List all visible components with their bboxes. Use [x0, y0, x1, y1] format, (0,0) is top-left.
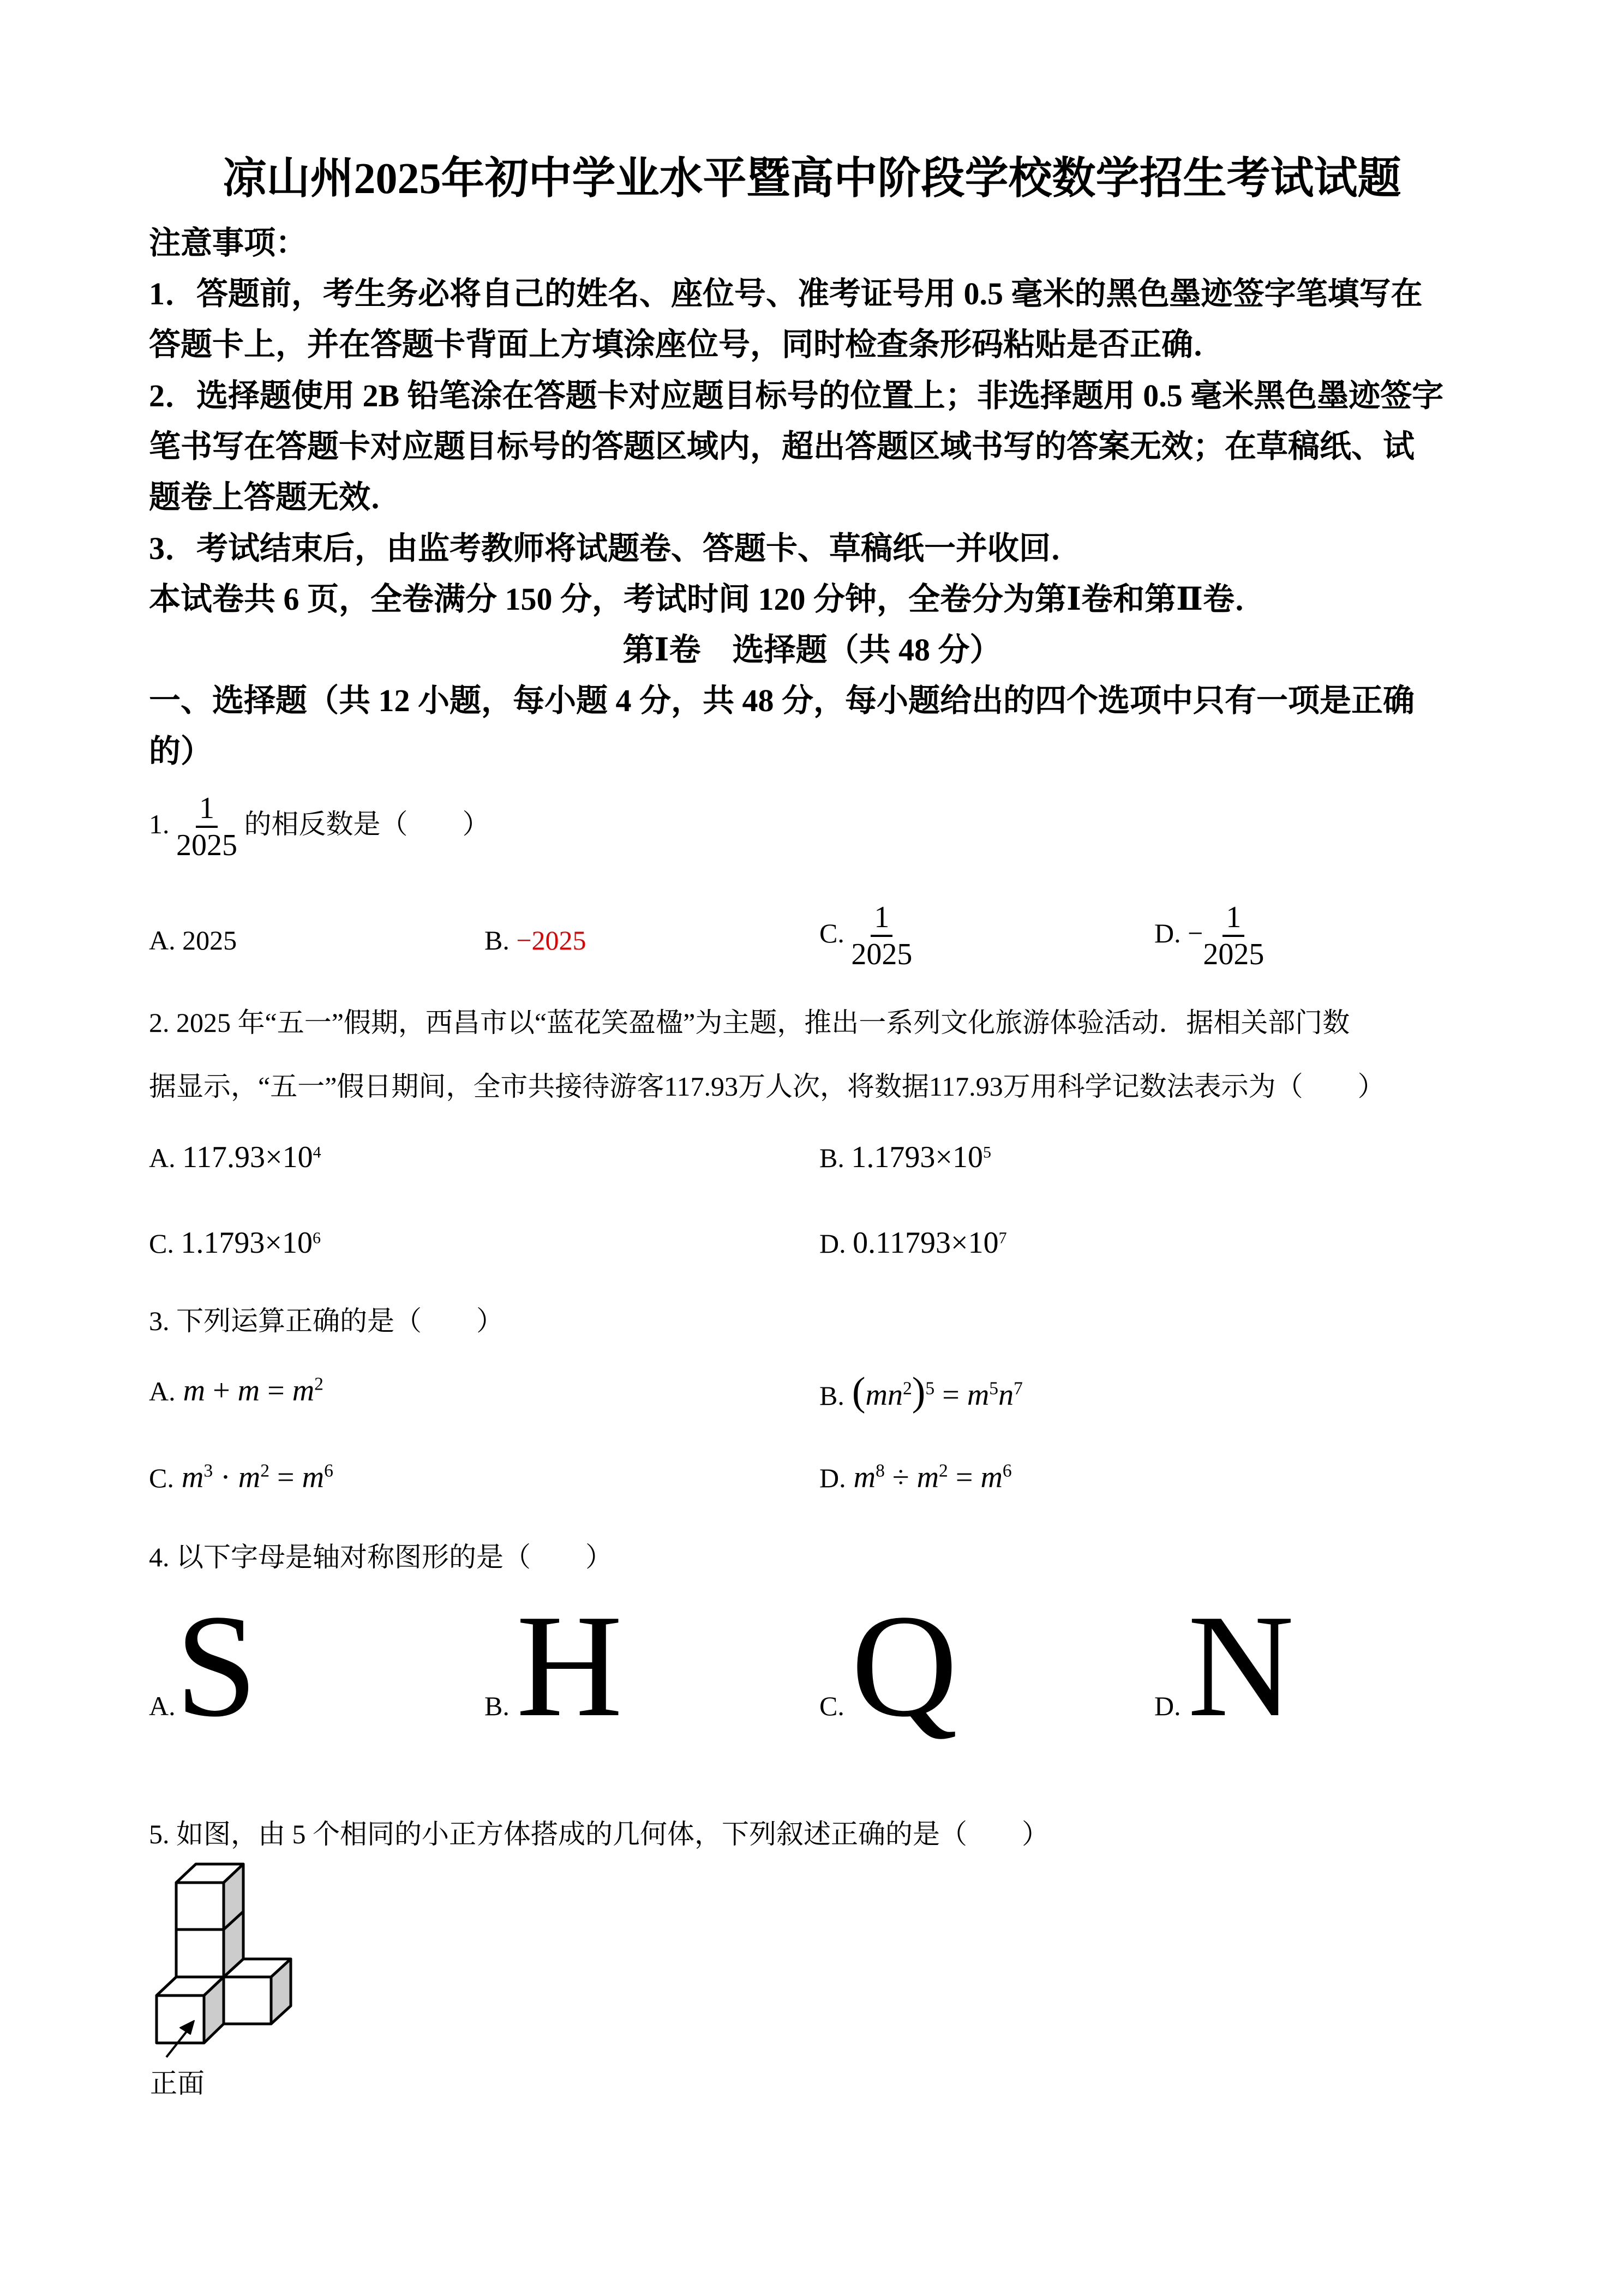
notice-line: 答题卡上，并在答题卡背面上方填涂座位号，同时检查条形码粘贴是否正确． [149, 327, 1225, 362]
fraction [851, 900, 912, 972]
exponent: 4 [313, 1143, 321, 1162]
option-b [484, 1584, 623, 1747]
section-heading: 第Ⅰ卷 选择题（共 48 分） [622, 632, 1002, 668]
question-2-line: 2. 2025 年“五一”假期，西昌市以“蓝花笑盈楹”为主题，推出一系列文化旅游体验活动．据相关部门数 [149, 1007, 1350, 1038]
option-c [149, 1460, 333, 1495]
question-2-line: 据显示，“五一”假日期间，全市共接待游客117.93万人次，将数据117.93万用科学记数法表示为（ ） [149, 1071, 1385, 1102]
option-c [149, 1225, 321, 1260]
option-label: A. [149, 1691, 176, 1721]
page-title: 凉山州2025年初中学业水平暨高中阶段学校数学招生考试试题 [223, 155, 1401, 203]
question-3: 3. 下列运算正确的是（ ） [149, 1306, 504, 1336]
option-a [149, 1373, 323, 1408]
option-d [1154, 900, 1264, 972]
option-label: B. [484, 925, 510, 955]
question-1 [149, 791, 490, 863]
notice-line: 2．选择题使用 2B 铅笔涂在答题卡对应题目标号的位置上；非选择题用 0.5 毫米黑色墨迹签字 [149, 378, 1444, 413]
option-label: D. [1154, 1691, 1181, 1721]
fraction [1203, 900, 1264, 972]
notice-line: 题卷上答题无效． [149, 479, 403, 515]
notice-heading: 注意事项： [149, 225, 308, 261]
notice-line: 笔书写在答题卡对应题目标号的答题区域内，超出答题区域书写的答案无效；在草稿纸、试 [149, 429, 1415, 464]
option-d [1154, 1584, 1295, 1747]
numerator: 1 [196, 791, 218, 828]
question-number: 1. [149, 808, 170, 839]
option-value: 117.93×10 [182, 1140, 313, 1174]
notice-line: 本试卷共 6 页，全卷满分 150 分，考试时间 120 分钟，全卷分为第Ⅰ卷和第Ⅱ卷． [149, 581, 1267, 617]
option-a [149, 1584, 257, 1747]
letter-figure: S [175, 1584, 257, 1747]
denominator: 2025 [851, 937, 913, 972]
option-label: B. [819, 1143, 844, 1173]
formula: $(mn^2)^5 = m^5n^7$ [852, 1369, 1023, 1414]
option-label: D. [819, 1228, 846, 1259]
formula: $m^3 \cdot m^2 = m^6$ [181, 1460, 333, 1494]
option-label: C. [819, 917, 844, 948]
notice-line: 3．考试结束后，由监考教师将试题卷、答题卡、草稿纸一并收回． [149, 531, 1083, 566]
option-label: C. [149, 1228, 174, 1259]
option-a: A. 2025 [149, 925, 237, 955]
option-label: B. [484, 1691, 510, 1721]
option-b [819, 1369, 1023, 1415]
option-label: D. [1154, 917, 1181, 948]
option-c [819, 900, 912, 972]
exponent: 5 [982, 1143, 991, 1162]
formula: $m^8 \div m^2 = m^6$ [853, 1460, 1012, 1494]
option-value: 1.1793×10 [181, 1226, 313, 1260]
question-text: 的相反数是（ ） [244, 808, 490, 839]
letter-figure: H [516, 1584, 623, 1747]
option-label: C. [819, 1691, 844, 1721]
letter-figure: N [1188, 1584, 1295, 1747]
question-4: 4. 以下字母是轴对称图形的是（ ） [149, 1542, 613, 1572]
option-b [484, 924, 586, 956]
part-heading: 的） [149, 734, 213, 769]
fraction [176, 791, 237, 863]
option-label: A. [149, 1143, 176, 1173]
option-value: 1.1793×10 [851, 1140, 983, 1174]
answer-value: −2025 [516, 925, 586, 955]
figure-label: 正面 [150, 2068, 205, 2099]
numerator: 1 [1223, 900, 1244, 937]
cube-figure [136, 1854, 355, 2072]
part-heading: 一、选择题（共 12 小题，每小题 4 分，共 48 分，每小题给出的四个选项中只有一项是正确 [149, 683, 1415, 718]
option-a [149, 1140, 321, 1175]
option-label: C. [149, 1463, 174, 1493]
option-value: 0.11793×10 [853, 1226, 999, 1260]
option-c [819, 1584, 958, 1747]
denominator: 2025 [1203, 937, 1265, 972]
option-label: B. [819, 1380, 844, 1411]
minus-sign: − [1188, 917, 1203, 948]
denominator: 2025 [176, 828, 237, 863]
question-5: 5. 如图，由 5 个相同的小正方体搭成的几何体，下列叙述正确的是（ ） [149, 1819, 1049, 1849]
option-label: D. [819, 1463, 846, 1493]
notice-line: 1．答题前，考生务必将自己的姓名、座位号、准考证号用 0.5 毫米的黑色墨迹签字笔填写在 [149, 276, 1423, 311]
letter-figure: Q [851, 1584, 958, 1747]
option-d [819, 1460, 1012, 1495]
option-label: A. [149, 1376, 176, 1407]
formula: $m + m = m^2$ [183, 1374, 323, 1408]
exponent: 7 [998, 1229, 1007, 1247]
option-b [819, 1140, 991, 1175]
option-d [819, 1225, 1007, 1260]
numerator: 1 [871, 900, 892, 937]
exponent: 6 [312, 1229, 321, 1247]
